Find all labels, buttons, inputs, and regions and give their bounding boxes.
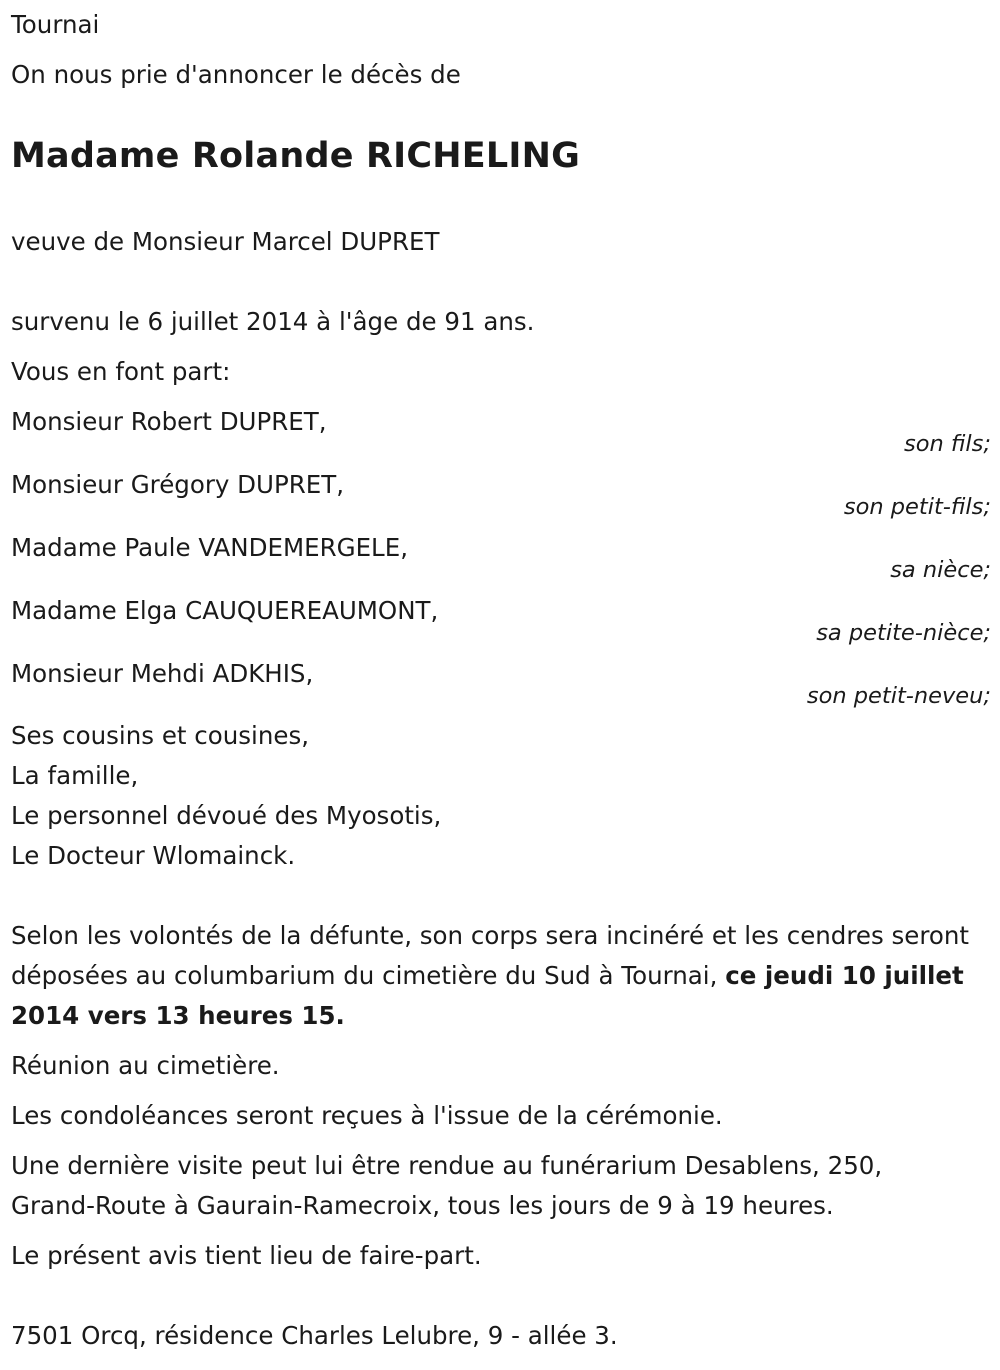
mourner-entry (11, 402, 991, 465)
address-text: 7501 Orcq, résidence Charles Lelubre, 9 - allée 3. (11, 1321, 618, 1350)
condolences-text: Les condoléances seront reçues à l'issue de la cérémonie. (11, 1101, 723, 1130)
mourner-entry (11, 528, 991, 591)
mourner-relation: son petit-fils; (843, 494, 991, 520)
mourner-relation: sa petite-nièce; (816, 620, 991, 646)
ceremony-date: ce jeudi 10 juillet 2014 vers 13 heures 15. (11, 961, 964, 1030)
other-mourners (11, 716, 441, 876)
mourner-name: Monsieur Mehdi ADKHIS, (11, 659, 314, 688)
visit-text: Une dernière visite peut lui être rendue au funérarium Desablens, 250, Grand-Route à Gaurain-Ramecroix, tous les jours de 9 à 19 heures. (11, 1151, 883, 1220)
death-info: survenu le 6 juillet 2014 à l'âge de 91 ans. (11, 307, 535, 336)
mourner-entry (11, 654, 991, 717)
other-mourner: Ses cousins et cousines, (11, 721, 309, 750)
intro-text: On nous prie d'annoncer le décès de (11, 60, 461, 89)
deceased-name: Madame Rolande RICHELING (11, 136, 581, 176)
mourner-entry (11, 465, 991, 528)
mourner-entry (11, 591, 991, 654)
mourner-relation: son fils; (904, 431, 991, 457)
city: Tournai (11, 10, 100, 39)
other-mourner: La famille, (11, 761, 139, 790)
other-mourner: Le personnel dévoué des Myosotis, (11, 801, 442, 830)
widow-of: veuve de Monsieur Marcel DUPRET (11, 227, 440, 256)
ceremony-text: Selon les volontés de la défunte, son corps sera incinéré et les cendres seront déposées au columbarium du cimetière du Sud à Tournai, (11, 921, 970, 990)
mourner-name: Monsieur Robert DUPRET, (11, 407, 327, 436)
mourner-relation: son petit-neveu; (806, 683, 991, 709)
notice-text: Le présent avis tient lieu de faire-part. (11, 1241, 482, 1270)
mourner-name: Monsieur Grégory DUPRET, (11, 470, 345, 499)
announcers-intro: Vous en font part: (11, 357, 231, 386)
mourner-relation: sa nièce; (890, 557, 991, 583)
ceremony-paragraph (11, 916, 971, 1036)
reunion-text: Réunion au cimetière. (11, 1051, 280, 1080)
mourner-name: Madame Paule VANDEMERGELE, (11, 533, 408, 562)
other-mourner: Le Docteur Wlomainck. (11, 841, 296, 870)
mourner-name: Madame Elga CAUQUEREAUMONT, (11, 596, 439, 625)
